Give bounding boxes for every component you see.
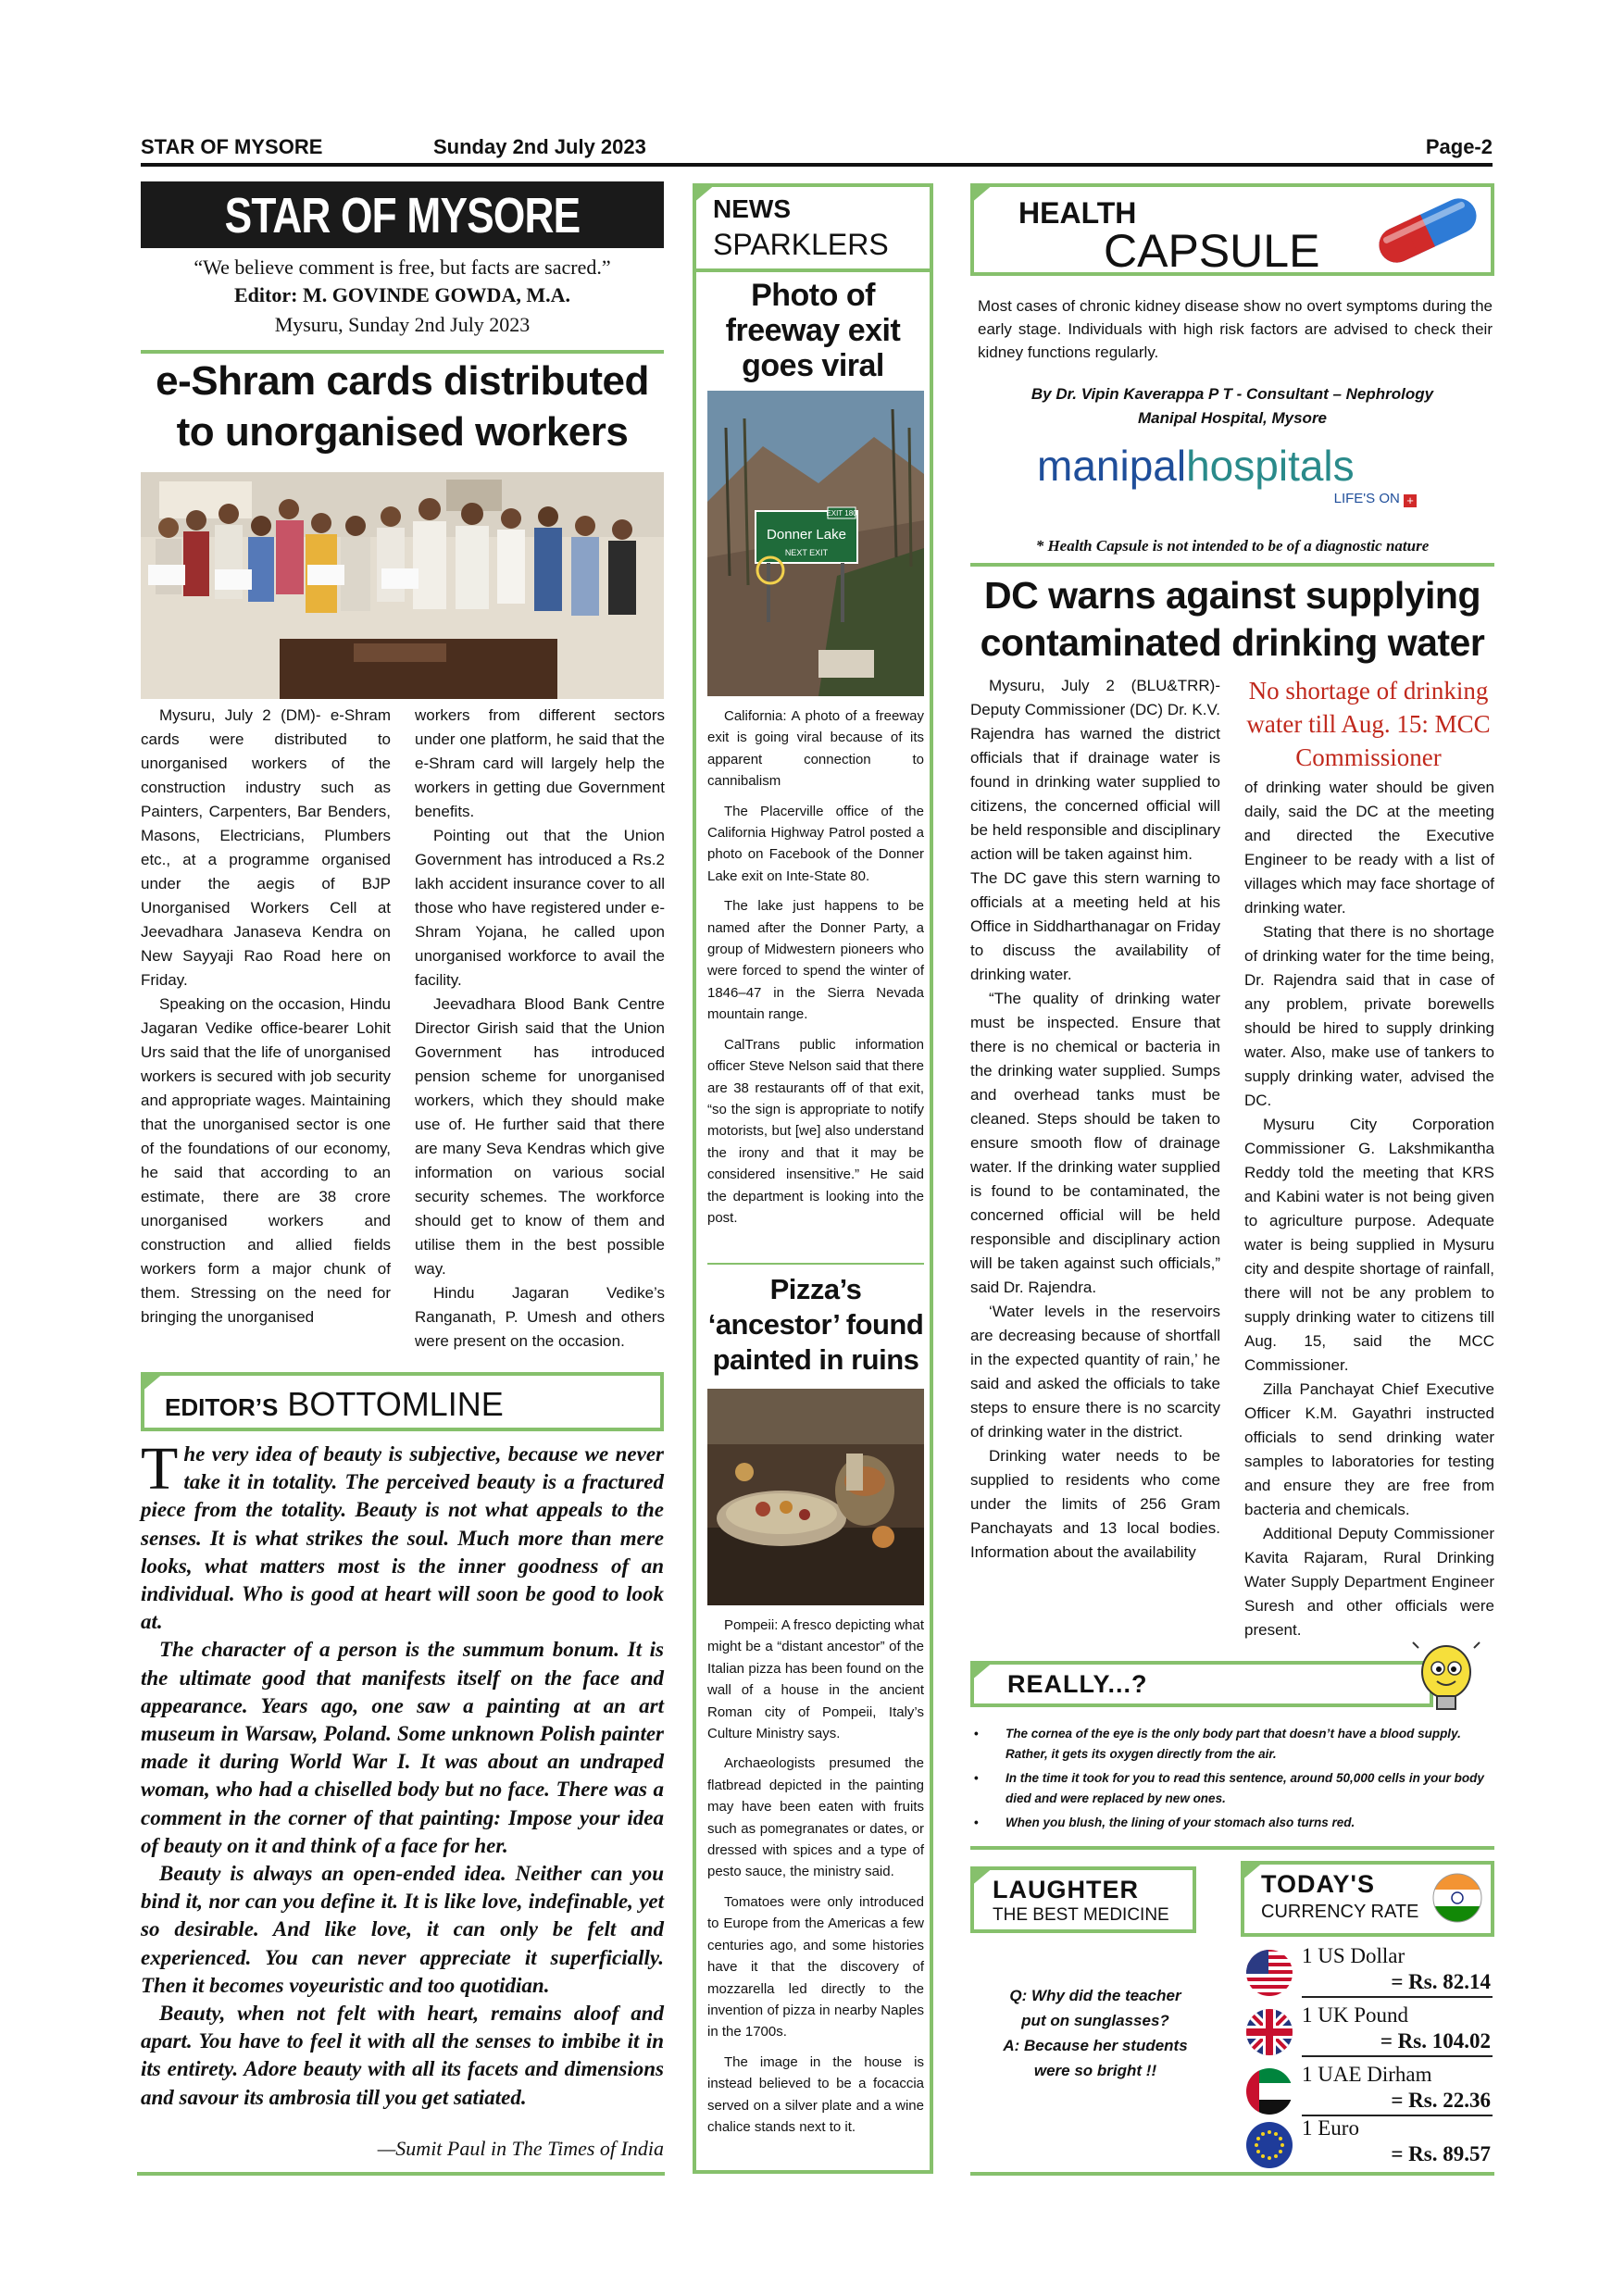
eshram-col1-paragraph: Mysuru, July 2 (DM)- e-Shram cards were distributed to unorganised workers of the construction industry such as Painters, Carpenters, Bar Benders, Masons, Electricians, Plumbers etc., at a programme organised under the aegis of BJP Unorganised Workers Cell at Jeevadhara Janaseva Kendra on New Sayyaji Rao Road here on Friday. [141,706,391,989]
dc-col2-paragraph: Zilla Panchayat Chief Executive Officer K.M. Gayathri instructed officials to send drinking water samples to laboratories for testing and ensure they are free from bacteria and chemicals. [1244,1380,1494,1518]
story2-text [707,1615,924,2146]
story1-paragraph: California: A photo of a freeway exit is going viral because of its apparent connection to cannibalism [707,708,924,790]
laughter-label-box [970,1866,1196,1933]
page-header [141,133,1493,167]
bottomline-paragraph: Beauty is always an open-ended idea. Neither can you bind it, nor can you define it. It is like love, indefinable, yet so desirable. And like love, it can only be felt and experienced. You can never appreciate it superficially. Then it becomes voyeuristic and too quotidian. [141,1862,664,1997]
really-fact-text: When you blush, the lining of your stomach also turns red. [1006,1816,1355,1829]
dc-col1-paragraph: ‘Water levels in the reservoirs are decreasing because of shortfall in the expected quantity of rain,’ he said and asked the officials to take steps to ensure there is no scarcity of drinking water in the district. [970,1303,1220,1441]
really-fact: • In the time it took for you to read this sentence, around 50,000 cells in your body died and were replaced by new ones. [974,1771,1484,1805]
health-byline-1: By Dr. Vipin Kaverappa P T - Consultant – Nephrology [1031,385,1434,403]
really-corner [970,1661,994,1681]
laughter-sublabel: THE BEST MEDICINE [993,1905,1169,1925]
laughter-label: LAUGHTER [993,1876,1139,1903]
manipal-tagline [1334,491,1417,507]
right-bottom-rule [970,2172,1494,2176]
manipal-logo-word-1: manipal [1037,442,1187,490]
sign-exit-tag: EXIT 180 [826,509,857,518]
dc-headline [970,572,1494,667]
eshram-col2-paragraph: workers from different sectors under one platform, he said that the e-Shram card will largely help the workers in getting due Government benefits. [415,706,665,820]
rate-row-us [1241,1944,1494,2000]
eshram-photo-graphic [141,472,664,699]
bottomline-body [141,1435,664,2112]
sparklers-label-rule [696,268,930,272]
eshram-column-1 [141,704,391,1361]
bottomline-label-light: BOTTOMLINE [287,1385,504,1423]
story1-paragraph: The Placerville office of the California Highway Patrol posted a photo on Facebook of the Donner Lake exit on Inte-State 80. [707,803,924,884]
health-label-capsule: CAPSULE [1104,225,1320,277]
dc-col2-paragraph: Stating that there is no shortage of drinking water for the time being, Dr. Rajendra said that in case of any problem, private borewells should be hired to supply drinking water. Also, make use of tankers to supply drinking water, advised the DC. [1244,923,1494,1109]
bottomline-dropcap: T [141,1435,179,1503]
really-fact-text: The cornea of the eye is the only body part that doesn’t have a blood supply. Rather, it gets its oxygen directly from the air. [1006,1727,1461,1761]
sign-next-exit: NEXT EXIT [784,548,829,557]
manipal-logo-word-2: hospitals [1186,442,1355,490]
rate-divider [1302,2055,1493,2057]
story2-headline: Pizza’s ‘ancestor’ found painted in ruins [707,1273,924,1376]
rate-row-uae [1241,2063,1494,2118]
india-flag-icon [1431,1872,1483,1924]
eshram-headline [141,356,664,457]
rate-unit: 1 US Dollar [1302,1944,1405,1967]
bottomline-label-bold: EDITOR’S [165,1393,279,1421]
health-byline-2: Manipal Hospital, Mysore [1137,409,1328,427]
bottomline-corner [141,1372,165,1392]
bottomline-label [165,1385,504,1424]
currency-label: TODAY'S [1261,1870,1375,1898]
joke-question-line-2: put on sunglasses? [1021,2012,1169,2029]
story2-paragraph: The image in the house is instead believed to be a focaccia served on a silver plate and a wine chalice stands next to it. [707,2053,924,2135]
header-paper-name: STAR OF MYSORE [141,135,323,158]
really-label-box [970,1661,1433,1707]
story1-headline: Photo of freeway exit goes viral [725,278,901,383]
dc-column-2 [1244,776,1494,1655]
story2-paragraph: Archaeologists presumed the flatbread depicted in the painting may have been eaten with fruits such as pomegranates or dates, or dressed with spices and a type of pesto sauce, the ministry said. [707,1755,924,1880]
dc-headline-line-2: contaminated drinking water [980,621,1485,664]
currency-label-box [1241,1861,1494,1937]
sparklers-label-box [696,187,930,270]
really-bottom-rule [970,1846,1494,1850]
health-label-box [970,183,1494,276]
masthead-rule [141,350,664,354]
dc-col1-paragraph: “The quality of drinking water must be inspected. Ensure that there is no chemical or bacteria in the drinking water supplied. Sumps and overhead tanks must be cleaned. Steps should be taken to ensure smooth flow of drainage water. If the drinking water supplied is found to be contaminated, the concerned official will be held responsible and disciplinary action will be taken against such officials,” said Dr. Rajendra. [970,990,1220,1296]
bottomline-paragraph [141,1435,664,1636]
rate-value: = Rs. 22.36 [1391,2089,1491,2112]
masthead-motto: “We believe comment is free, but facts are sacred.” [194,256,611,279]
eshram-column-2 [415,704,665,1361]
story2-paragraph: Pompeii: A fresco depicting what might be a “distant ancestor” of the Italian pizza has been found on the wall of a house in the ancient Roman city of Pompeii, Italy’s Culture Ministry says. [707,1617,924,1742]
donner-photo-graphic [707,391,924,696]
eshram-col2-paragraph: Pointing out that the Union Government has introduced a Rs.2 lakh accident insurance cover to all those who have registered under e-Shram Yojana, he called upon unorganised workforce to avail the facility. [415,827,665,989]
rate-divider [1302,1996,1493,1998]
health-bottom-rule [970,563,1494,567]
pill-capsule-icon [1363,189,1493,272]
eshram-headline-line-1: e-Shram cards distributed [156,358,649,404]
uk-flag-icon [1244,2007,1294,2057]
eshram-col2-paragraph: Hindu Jagaran Vedike’s Ranganath, P. Umesh and others were present on the occasion. [415,1284,665,1350]
laughter-corner [970,1866,994,1887]
joke-answer-line-1: A: Because her students [1003,2037,1188,2054]
bottomline-paragraph: Beauty, when not felt with heart, remains aloof and apart. You have to feel it with all the senses to imbibe it in its entirety. Adore beauty with all its facets and dimensions and savour its ambrosia till you get satiated. [141,2002,664,2109]
pompeii-fresco-photo [707,1389,924,1605]
rate-row-eu [1241,2116,1494,2172]
sign-donner-lake: Donner Lake [767,527,846,543]
really-fact-text: In the time it took for you to read this sentence, around 50,000 cells in your body died and were replaced by new ones. [1006,1771,1484,1805]
eshram-photo [141,472,664,699]
bottomline-paragraph: The character of a person is the summum bonum. It is the ultimate good that manifests itself on the face and appearance. Years ago, one saw a painting at an art museum in Warsaw, Poland. Some unknown Polish painter made it during World War I. It was about an undraped woman, who had a chiselled body but no face. There was a comment in the corner of that painting: Impose your idea of beauty on it and think of a face for her. [141,1638,664,1857]
sparklers-label-sparklers: SPARKLERS [713,228,889,261]
eshram-headline-line-2: to unorganised workers [176,409,629,455]
manipal-plus-icon: + [1404,494,1417,507]
rate-row-uk [1241,2003,1494,2059]
rate-value: = Rs. 104.02 [1380,2029,1491,2053]
left-bottom-rule [137,2172,665,2176]
header-rule [141,163,1493,167]
eshram-col1-paragraph: Speaking on the occasion, Hindu Jagaran Vedike office-bearer Lohit Urs said that the life of unorganised workers is secured with job security and appropriate wages. Maintaining that the unorganised sector is one of the foundations of our economy, he said that according to an estimate, there are 38 crore unorganised workers and construction and allied fields workers form a major chunk of them. Stressing on the need for bringing the unorganised [141,995,391,1326]
dc-col2-paragraph: of drinking water should be given daily, said the DC at the meeting and directed the Executive Engineer to be ready with a list of villages which may face shortage of drinking water. [1244,779,1494,917]
lightbulb-mascot-icon [1409,1639,1483,1716]
header-page-number: Page-2 [1425,135,1493,158]
dc-col2-paragraph: Additional Deputy Commissioner Kavita Rajaram, Rural Drinking Water Supply Department Engineer Suresh and other officials were present. [1244,1525,1494,1639]
health-disclaimer: * Health Capsule is not intended to be of a diagnostic nature [1035,537,1430,555]
uae-flag-icon [1244,2066,1294,2116]
currency-sublabel: CURRENCY RATE [1261,1902,1419,1922]
really-fact: • The cornea of the eye is the only body part that doesn’t have a blood supply. Rather, it gets its oxygen directly from the air. [974,1727,1461,1761]
story1-paragraph: The lake just happens to be named after the Donner Party, a group of Midwestern pioneers who were forced to spend the winter of 1846–47 in the Sierra Nevada mountain range. [707,898,924,1023]
masthead-title: STAR OF MYSORE [224,188,581,243]
dc-col1-paragraph: Drinking water needs to be supplied to residents who come under the limits of 256 Gram Panchayats and 13 local bodies. Information about the availability [970,1447,1220,1561]
us-flag-icon [1244,1948,1294,1998]
sparklers-label-news: NEWS [713,194,791,223]
masthead-dateline: Mysuru, Sunday 2nd July 2023 [274,313,531,336]
bottomline-credit: —Sumit Paul in The Times of India [377,2137,664,2160]
rate-value: = Rs. 89.57 [1391,2142,1491,2165]
eshram-col2-paragraph: Jeevadhara Blood Bank Centre Director Girish said that the Union Government has introduced pension scheme for unorganised workers, which they should make use of. He further said that there are many Seva Kendras which give information on various social security schemes. The workforce should get to know of them and utilise them in the best possible way. [415,995,665,1278]
header-date: Sunday 2nd July 2023 [433,135,646,158]
health-corner [970,183,994,204]
health-text: Most cases of chronic kidney disease show no overt symptoms during the early stage. Individuals with high risk factors are advised to check their kidney functions regularly. [978,297,1493,361]
bottomline-label-box [141,1372,664,1431]
currency-rates [1241,1944,1494,2166]
really-label: REALLY...? [1007,1670,1148,1698]
really-facts-list [974,1724,1493,1833]
rate-value: = Rs. 82.14 [1391,1970,1491,1993]
donner-lake-photo [707,391,924,696]
dc-col2-paragraph: Mysuru City Corporation Commissioner G. Lakshmikantha Reddy told the meeting that KRS and Kabini water is not being given to agriculture purpose. Adequate water is being supplied in Mysuru city and despite shortage of rainfall, there will not be any problem to supply drinking water to citizens till Aug. 15, said the MCC Commissioner. [1244,1116,1494,1374]
masthead-banner [141,181,664,248]
manipal-tagline-text: LIFE'S ON [1333,491,1400,506]
joke-question-line-1: Q: Why did the teacher [1009,1987,1181,2004]
rate-unit: 1 Euro [1302,2116,1359,2140]
really-fact: • When you blush, the lining of your stomach also turns red. [974,1816,1355,1829]
story1-paragraph: CalTrans public information officer Steve Nelson said that there are 38 restaurants off of that exit, “so the sign is appropriate to notify motorists, but [we] also understand the irony and that it may be considered insensitive.” He said the department is looking into the post. [707,1036,924,1226]
bottomline-paragraph-text: he very idea of beauty is subjective, because we never take it in totality. The perceived beauty is a fractured piece from the totality. Beauty is not what appeals to the senses. It is what strikes the soul. Much more than mere looks, what matters most is the inner goodness of an individual. Who is good at heart will soon be good to look at. [141,1442,664,1634]
health-label-health: HEALTH [1018,196,1137,230]
dc-subhead: No shortage of drinking water till Aug. 15: MCC Commissioner [1246,677,1491,771]
masthead-editor: Editor: M. GOVINDE GOWDA, M.A. [234,283,570,306]
dc-column-1 [970,674,1220,1653]
fresco-graphic [707,1389,924,1605]
story2-paragraph: Tomatoes were only introduced to Europe from the Americas a few centuries ago, and some histories have it that the discovery of mozzarella led directly to the invention of pizza in nearby Naples in the 1700s. [707,1893,924,2040]
joke-answer-line-2: were so bright !! [1033,2062,1157,2079]
dc-col1-paragraph: Mysuru, July 2 (BLU&TRR)- Deputy Commissioner (DC) Dr. K.V. Rajendra has warned the district officials that if drainage water is found in drinking water supplied to citizens, the concerned official will be held responsible and disciplinary action will be taken against him. [970,677,1220,863]
manipal-logo [1037,441,1426,515]
dc-headline-line-1: DC warns against supplying [983,574,1481,617]
laughter-joke [970,1983,1220,2083]
dc-col1-paragraph: The DC gave this stern warning to officials at a meeting held at his Office in Siddharthanagar on Friday to discuss the availability of drinking water. [970,869,1220,983]
story2-rule [707,1263,924,1265]
eu-flag-icon [1244,2120,1294,2170]
rate-unit: 1 UAE Dirham [1302,2063,1432,2086]
rate-unit: 1 UK Pound [1302,2003,1409,2027]
story1-text [707,705,924,1237]
